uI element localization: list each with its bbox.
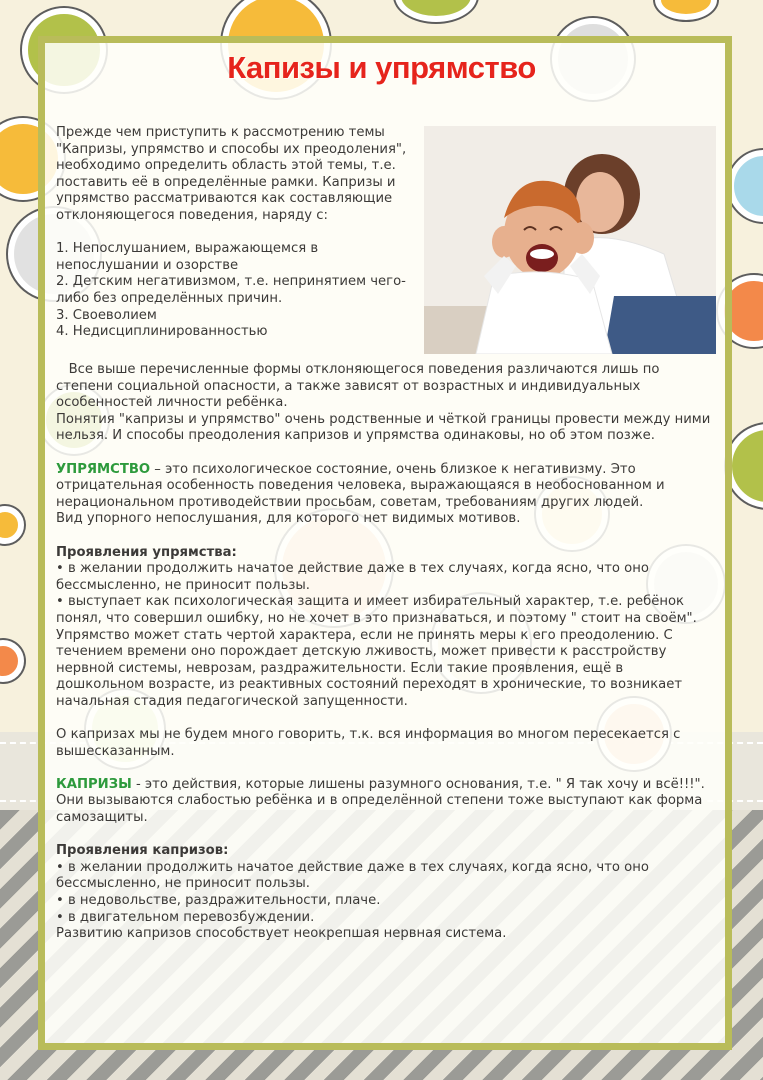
- list-item: • в недовольстве, раздражительности, плаче.: [56, 893, 381, 908]
- list-item: • выступает как психологическая защита и имеет избирательный характер, т.е. ребёнок понял, что совершил ошибку, но не хочет в это признаваться, и поэтому " стоит на своём".: [56, 594, 697, 626]
- list-item: • в двигательном перевозбуждении.: [56, 909, 315, 925]
- list-item: 3. Своеволием: [56, 307, 157, 323]
- stubbornness-heading: Проявления упрямства:: [56, 544, 237, 560]
- stubbornness-term: УПРЯМСТВО: [56, 461, 151, 477]
- intro-text: Прежде чем приступить к рассмотрению темы "Капризы, упрямство и способы их преодоления", необходимо определить область этой темы, т.е. поставить её в определённые рамки. Капризы и упрямство рассматриваются как составляющие отклоняющегося поведения, наряду с:: [56, 125, 407, 223]
- list-item: 4. Недисциплинированностью: [56, 324, 268, 340]
- whims-tail: Развитию капризов способствует неокрепшая нервная система.: [56, 926, 507, 942]
- decor-circle: [0, 506, 24, 544]
- whims-definition: КАПРИЗЫ - это действия, которые лишены разумного основания, т.е. " Я так хочу и всё!!!". Они вызываются слабостью ребёнка и в определённой степени тоже выступают как форма самозащиты.: [56, 776, 705, 826]
- list-item: 1. Непослушанием, выражающемся в непослушании и озорстве: [56, 241, 319, 273]
- decor-circle: [728, 150, 763, 222]
- decor-circle: [0, 640, 24, 682]
- decor-circle: [655, 0, 717, 20]
- list-item: • в желании продолжить начатое действие даже в тех случаях, когда ясно, что оно бессмысленно, не приносит пользы.: [56, 561, 649, 593]
- paragraph-whims-intro: О капризах мы не будем много говорить, т.к. вся информация во многом пересекается с вышесказанным.: [56, 727, 681, 759]
- whims-heading: Проявления капризов:: [56, 843, 229, 859]
- stubbornness-extra: Вид упорного непослушания, для которого нет видимых мотивов.: [56, 511, 521, 527]
- stubbornness-tail: Упрямство может стать чертой характера, если не принять меры к его преодолению. С течением времени оно порождает детскую лживость, может привести к расстройству нервной системы, неврозам, раздражительности. Если такие проявления, ещё в дошкольном возрасте, из реактивных состояний переходят в хронические, то возникает начальная стадия педагогической запущенности.: [56, 627, 683, 709]
- body-block: [56, 362, 714, 943]
- page-title: Капизы и упрямство: [227, 50, 536, 85]
- intro-block: [56, 125, 418, 341]
- paragraph-concepts: Понятия "капризы и упрямство" очень родственные и чёткой границы провести между ними нельзя. И способы преодоления капризов и упрямства одинаковы, но об этом позже.: [56, 411, 711, 444]
- decor-circle: [395, 0, 477, 22]
- list-item: 2. Детским негативизмом, т.е. непринятием чего-либо без определённых причин.: [56, 274, 406, 306]
- stubbornness-definition: УПРЯМСТВО – это психологическое состояние, очень близкое к негативизму. Это отрицательная особенность поведения человека, выражающаяся в необоснованном и нерациональном противодействии просьбам, советам, требованиям других людей.: [56, 461, 665, 510]
- whims-term: КАПРИЗЫ: [56, 776, 132, 792]
- paragraph-forms: Все выше перечисленные формы отклоняющегося поведения различаются лишь по степени социальной опасности, а также зависят от возрастных и индивидуальных особенностей личности ребёнка.: [56, 362, 664, 411]
- crying-child-photo: [424, 126, 716, 354]
- list-item: • в желании продолжить начатое действие даже в тех случаях, когда ясно, что оно бессмысленно, не приносит пользы.: [56, 859, 649, 892]
